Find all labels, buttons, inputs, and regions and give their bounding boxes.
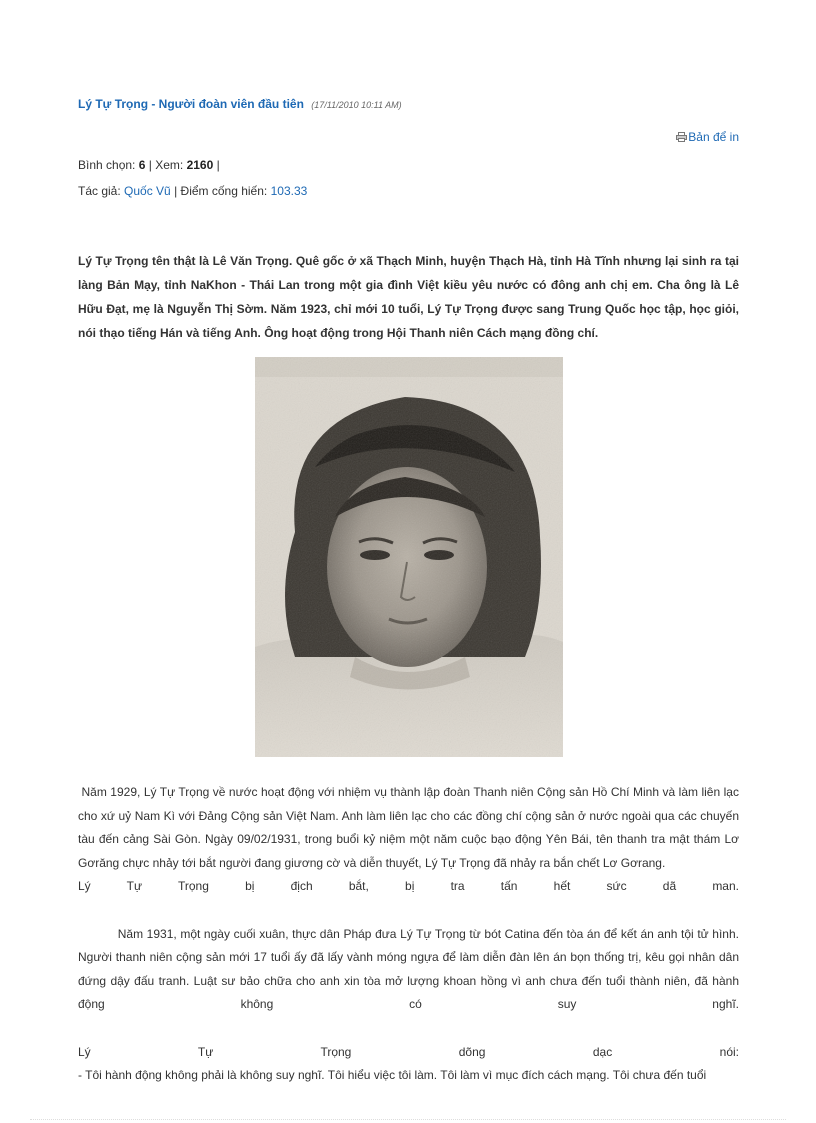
author-row	[78, 178, 739, 204]
points-link[interactable]: 103.33	[270, 184, 308, 198]
rating-row	[78, 152, 739, 178]
paragraph-2-text: Năm 1931, một ngày cuối xuân, thực dân Pháp đưa Lý Tự Trọng từ bót Catina đến tòa án để kết án anh tội tử hình. Người thanh niên cộng sản mới 17 tuổi ấy đã lấy vành móng ngựa để làm diễn đàn lên án bọn thống trị, kêu gọi nhân dân đứng dậy đấu tranh. Luật sư bảo chữa cho anh xin tòa mở lượng khoan hồng vì anh chưa đến tuổi thành niên, đã hành động không có suy nghĩ.	[78, 926, 743, 1012]
article-body	[78, 781, 743, 1088]
votes-label: Bình chọn:	[78, 158, 136, 172]
article-title-link[interactable]: Lý Tự Trọng - Người đoàn viên đầu tiên	[78, 97, 304, 111]
quote-line: - Tôi hành động không phải là không suy nghĩ. Tôi hiểu việc tôi làm. Tôi làm vì mục đích cách mạng. Tôi chưa đến tuổi	[78, 1068, 707, 1083]
paragraph-1: Năm 1929, Lý Tự Trọng về nước hoạt động với nhiệm vụ thành lập đoàn Thanh niên Cộng sản Hồ Chí Minh và làm liên lạc cho xứ uỷ Nam Kì với Đảng Cộng sản Việt Nam. Anh làm liên lạc cho các đồng chí cộng sản ở nước ngoài qua các chuyến tàu đến cảng Sài Gòn. Ngày 09/02/1931, trong buổi kỷ niệm một năm cuộc bạo động Yên Bái, tên thanh tra mật thám Lơ Gơrăng chực nhảy tới bắt người đang giương cờ và diễn thuyết, Lý Tự Trọng đã nhảy ra bắn chết Lơ Gơrang.	[78, 785, 743, 870]
said-line: Lý Tự Trọng dõng dạc nói:	[78, 1044, 739, 1059]
page-bottom-rule	[30, 1119, 786, 1120]
votes-count: 6	[138, 158, 146, 172]
author-label: Tác giả:	[78, 184, 121, 198]
views-count: 2160	[186, 158, 214, 172]
rating-row-end: |	[216, 158, 220, 172]
print-link[interactable]	[676, 129, 739, 145]
portrait-photo	[255, 357, 563, 757]
printer-icon	[676, 132, 687, 142]
photo-container	[78, 357, 739, 757]
views-label: | Xem:	[148, 158, 184, 172]
print-row	[78, 129, 739, 145]
author-link[interactable]: Quốc Vũ	[124, 184, 171, 198]
article	[78, 96, 743, 1088]
article-intro: Lý Tự Trọng tên thật là Lê Văn Trọng. Quê gốc ở xã Thạch Minh, huyện Thạch Hà, tỉnh Hà Tĩnh nhưng lại sinh ra tại làng Bản Mạy, tỉnh NaKhon - Thái Lan trong một gia đình Việt kiều yêu nước có đông anh chị em. Cha ông là Lê Hữu Đạt, mẹ là Nguyễn Thị Sờm. Năm 1923, chỉ mới 10 tuổi, Lý Tự Trọng được sang Trung Quốc học tập, học giỏi, nói thạo tiếng Hán và tiếng Anh. Ông hoạt động trong Hội Thanh niên Cách mạng đồng chí.	[78, 254, 739, 340]
arrest-line: Lý Tự Trọng bị địch bắt, bị tra tấn hết sức dã man.	[78, 879, 739, 894]
print-label: Bản để in	[688, 130, 739, 144]
article-header	[78, 96, 739, 113]
paragraph-2	[78, 899, 743, 1041]
article-date: (17/11/2010 10:11 AM)	[311, 100, 402, 110]
points-label: | Điểm cống hiến:	[174, 184, 268, 198]
